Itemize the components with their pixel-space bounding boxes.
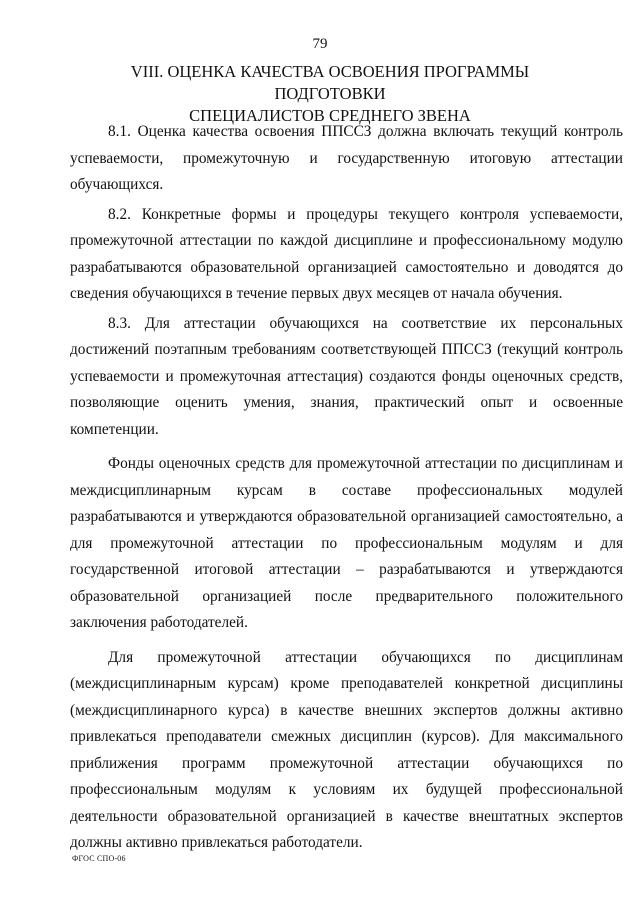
- paragraph-assessment-funds: Фонды оценочных средств для промежуточной аттестации по дисциплинам и междисциплинарным курсам в составе профессиональных модулей разрабатываются и утверждаются образовательной организацией самостоятельно, а для промежуточной аттестации по профессиональным модулям и для государственной итоговой аттестации – разрабатываются и утверждаются образовательной организацией после предварительного положительного заключения работодателей.: [70, 455, 623, 631]
- section-title-line-2: СПЕЦИАЛИСТОВ СРЕДНЕГО ЗВЕНА: [189, 106, 471, 125]
- section-title-line-1: VIII. ОЦЕНКА КАЧЕСТВА ОСВОЕНИЯ ПРОГРАММЫ ПОДГОТОВКИ: [130, 62, 530, 103]
- paragraph-8-1: 8.1. Оценка качества освоения ППССЗ должна включать текущий контроль успеваемости, промежуточную и государственную итоговую аттестации обучающихся.: [70, 123, 623, 193]
- paragraph-8-3: 8.3. Для аттестации обучающихся на соответствие их персональных достижений поэтапным требованиям соответствующей ППССЗ (текущий контроль успеваемости и промежуточная аттестация) создаются фонды оценочных средств, позволяющие оценить умения, знания, практический опыт и освоенные компетенции.: [70, 314, 623, 438]
- page-number: 79: [312, 36, 328, 52]
- section-title: [80, 61, 580, 127]
- body-text: [70, 119, 623, 857]
- paragraph-external-experts: Для промежуточной аттестации обучающихся по дисциплинам (междисциплинарным курсам) кроме преподавателей конкретной дисциплины (междисциплинарного курса) в качестве внешних экспертов должны активно привлекаться преподаватели смежных дисциплин (курсов). Для максимального приближения программ промежуточной аттестации обучающихся по профессиональным модулям к условиям их будущей профессиональной деятельности образовательной организацией в качестве внештатных экспертов должны активно привлекаться работодатели.: [70, 648, 623, 851]
- footer-standard-code: ФГОС СПО-06: [72, 854, 126, 863]
- paragraph-8-2: 8.2. Конкретные формы и процедуры текущего контроля успеваемости, промежуточной аттестации по каждой дисциплине и профессиональному модулю разрабатываются образовательной организацией самостоятельно и доводятся до сведения обучающихся в течение первых двух месяцев от начала обучения.: [70, 205, 623, 302]
